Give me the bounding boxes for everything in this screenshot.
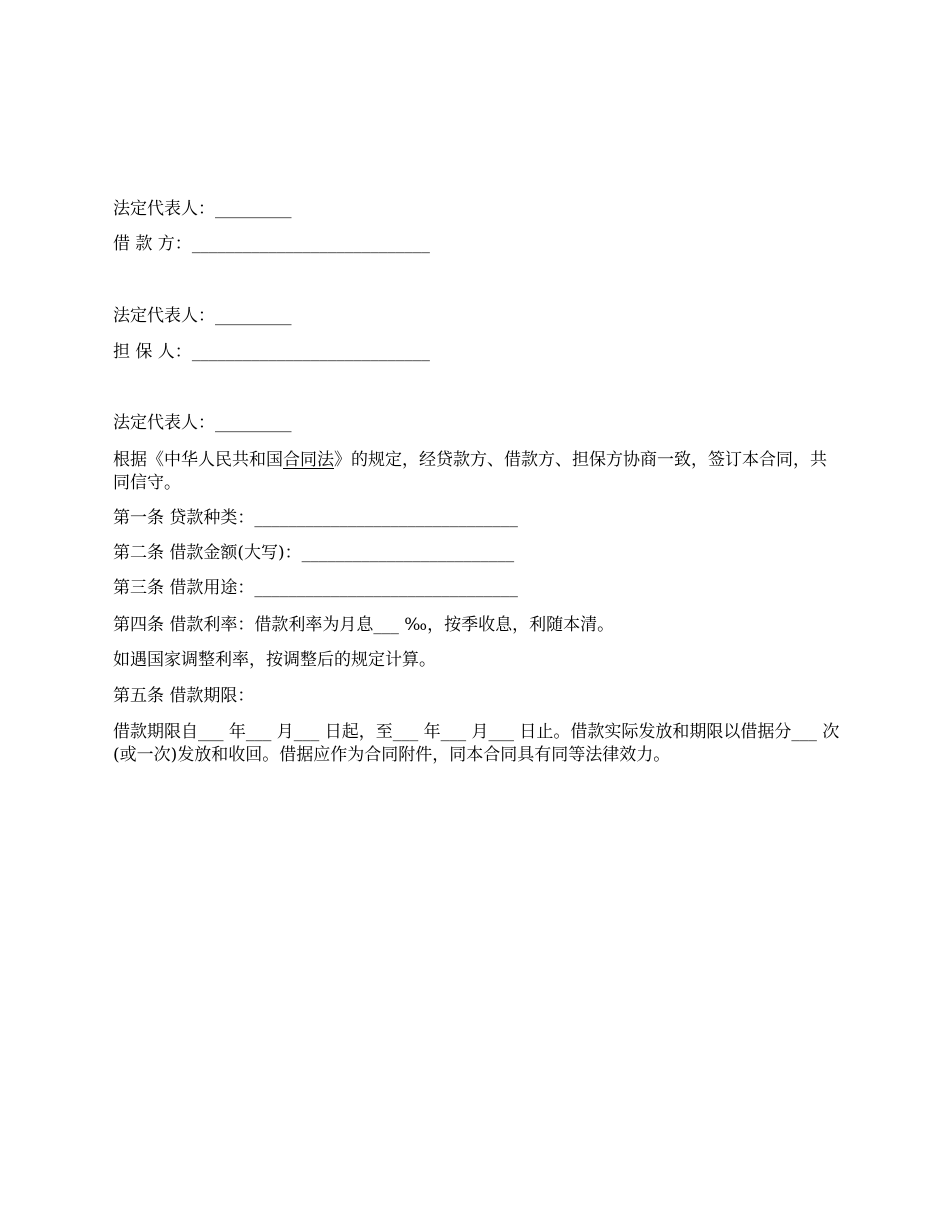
legal-representative-line-3 (113, 411, 843, 435)
field-label: 法定代表人： (113, 413, 215, 433)
field-label: 法定代表人： (113, 199, 215, 219)
intro-text-after: 》的规定，经贷款方、借款方、担保方协商一致，签订本合同，共同信守。 (113, 450, 827, 493)
article-3: 第三条 借款用途：_______________________________ (113, 578, 518, 598)
article-5-body: 借款期限自___ 年___ 月___ 日起，至___ 年___ 月___ 日止。借款实际发放和期限以借据分___ 次(或一次)发放和收回。借据应作为合同附件，同本合同具有同等法律效力。 (113, 722, 840, 765)
contract-law-link[interactable]: 合同法 (283, 450, 334, 470)
fill-blank: _________ (215, 306, 292, 326)
field-label: 担 保 人： (113, 342, 192, 362)
intro-text-before: 根据《中华人民共和国 (113, 450, 283, 470)
fill-blank: ____________________________ (191, 342, 430, 362)
fill-blank: _________ (215, 199, 292, 219)
intro-paragraph (113, 449, 843, 495)
article-5: 第五条 借款期限： (113, 686, 255, 706)
article-4: 第四条 借款利率：借款利率为月息___ ‰，按季收息，利随本清。 (113, 615, 615, 635)
borrower-line (113, 232, 843, 256)
field-label: 法定代表人： (113, 306, 215, 326)
legal-representative-line-2 (113, 304, 843, 328)
guarantor-line (113, 340, 843, 364)
fill-blank: ____________________________ (191, 234, 430, 254)
legal-representative-line-1 (113, 197, 843, 221)
field-label: 借 款 方： (113, 234, 192, 254)
article-1: 第一条 贷款种类：_______________________________ (113, 508, 518, 528)
article-2: 第二条 借款金额(大写)：_________________________ (113, 543, 515, 563)
article-4-note: 如遇国家调整利率，按调整后的规定计算。 (113, 650, 436, 670)
fill-blank: _________ (215, 413, 292, 433)
